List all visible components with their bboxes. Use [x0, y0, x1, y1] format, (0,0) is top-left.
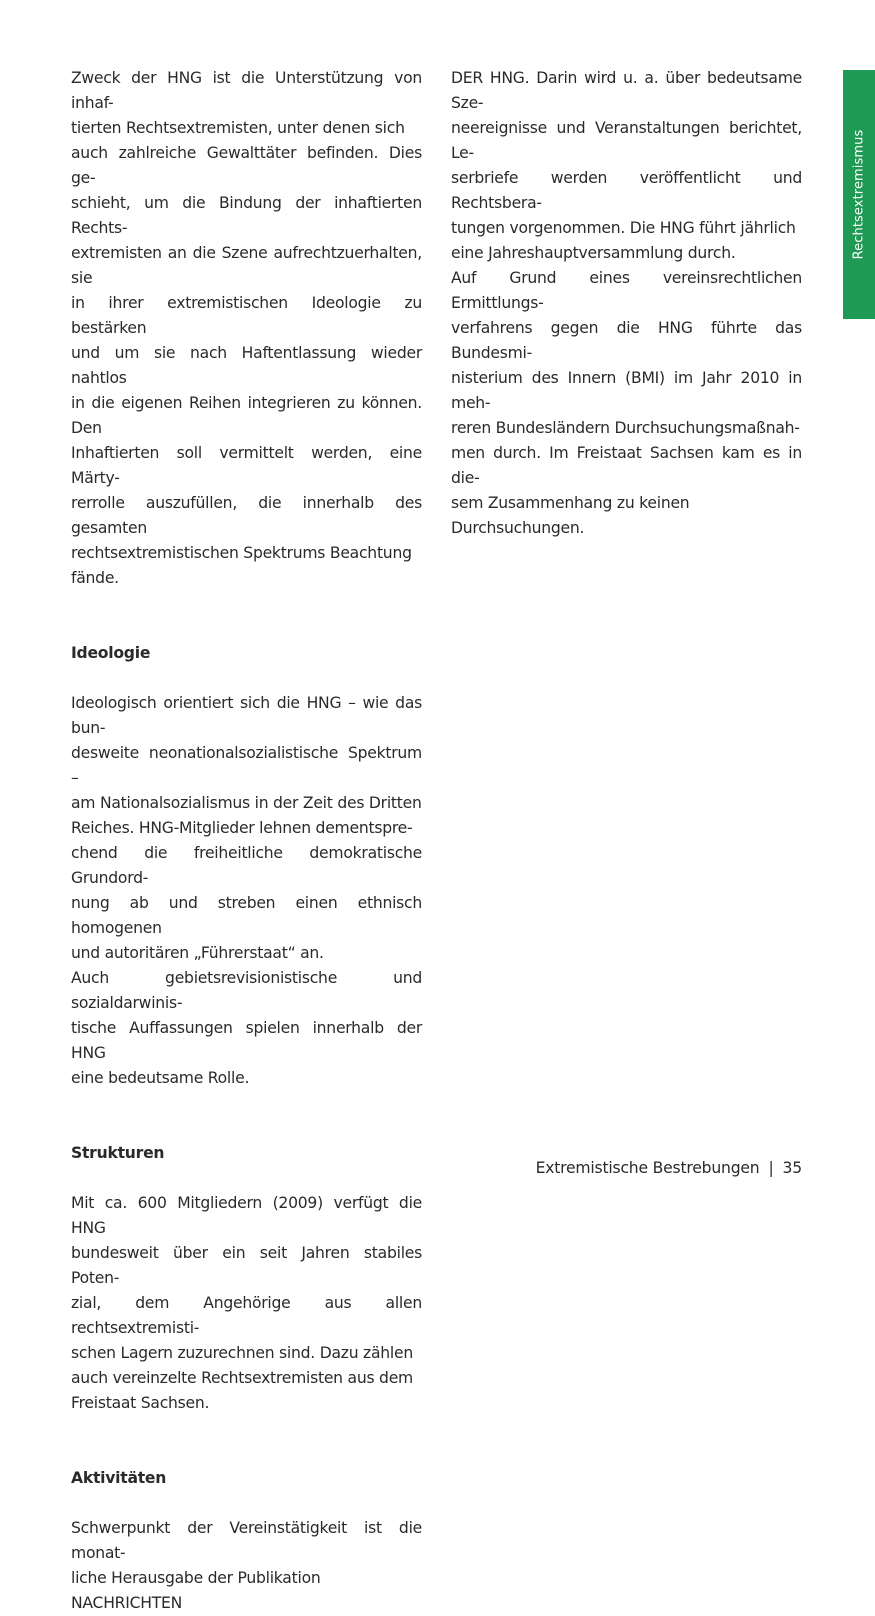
- heading-ideologie: Ideologie: [71, 644, 151, 662]
- intro-paragraph-line: schieht, um die Bindung der inhaftierten Rechts-: [71, 194, 422, 237]
- page-footer: [536, 1157, 802, 1179]
- nachrichten-paragraph: [451, 66, 802, 266]
- intro-paragraph-line: und um sie nach Haftentlassung wieder nahtlos: [71, 344, 422, 387]
- strukturen-paragraph-line: zial, dem Angehörige aus allen rechtsextremisti-: [71, 1294, 422, 1337]
- intro-paragraph-line: auch zahlreiche Gewalttäter befinden. Dies ge-: [71, 144, 422, 187]
- intro-paragraph-line: Zweck der HNG ist die Unterstützung von inhaf-: [71, 69, 422, 112]
- section-spacer: [71, 1166, 422, 1191]
- ideologie-paragraph-1-line: nung ab und streben einen ethnisch homogenen: [71, 894, 422, 937]
- intro-paragraph-line: fände.: [71, 569, 119, 587]
- ideologie-paragraph-2: [71, 966, 422, 1091]
- strukturen-paragraph-line: bundesweit über ein seit Jahren stabiles Poten-: [71, 1244, 422, 1287]
- strukturen-paragraph-line: Freistaat Sachsen.: [71, 1394, 210, 1412]
- intro-paragraph-line: in die eigenen Reihen integrieren zu können. Den: [71, 394, 422, 437]
- intro-paragraph-line: rechtsextremistischen Spektrums Beachtung: [71, 544, 412, 562]
- ideologie-paragraph-2-line: tische Auffassungen spielen innerhalb der HNG: [71, 1019, 422, 1062]
- strukturen-paragraph-line: auch vereinzelte Rechtsextremisten aus dem: [71, 1369, 413, 1387]
- nachrichten-paragraph-line: serbriefe werden veröffentlicht und Rechtsbera-: [451, 169, 802, 212]
- page-number: 35: [782, 1159, 802, 1177]
- nachrichten-paragraph-line: DER HNG. Darin wird u. a. über bedeutsame Sze-: [451, 69, 802, 112]
- section-spacer: [71, 1416, 422, 1466]
- ideologie-paragraph-1-line: Reiches. HNG-Mitglieder lehnen dementspre-: [71, 819, 413, 837]
- intro-paragraph-line: rerrolle auszufüllen, die innerhalb des gesamten: [71, 494, 422, 537]
- intro-paragraph-line: extremisten an die Szene aufrechtzuerhalten, sie: [71, 244, 422, 287]
- nachrichten-paragraph-line: eine Jahreshauptversammlung durch.: [451, 244, 736, 262]
- heading-strukturen: Strukturen: [71, 1144, 165, 1162]
- durchsuchung-paragraph-line: men durch. Im Freistaat Sachsen kam es in die-: [451, 444, 802, 487]
- footer-separator: |: [768, 1159, 774, 1177]
- footer-section-title: Extremistische Bestrebungen: [535, 1159, 760, 1177]
- section-side-tab: [843, 70, 875, 319]
- left-column: [71, 66, 422, 1616]
- ideologie-paragraph-2-line: Auch gebietsrevisionistische und sozialdarwinis-: [71, 969, 422, 1012]
- section-side-tab-label: Rechtsextremismus: [851, 129, 867, 260]
- section-spacer: [71, 1491, 422, 1516]
- aktivitaeten-paragraph: [71, 1516, 422, 1616]
- aktivitaeten-paragraph-line: liche Herausgabe der Publikation NACHRICHTEN: [71, 1569, 321, 1612]
- ideologie-paragraph-1-line: und autoritären „Führerstaat“ an.: [71, 944, 324, 962]
- intro-paragraph-line: tierten Rechtsextremisten, unter denen sich: [71, 119, 405, 137]
- durchsuchung-paragraph: [451, 266, 802, 541]
- section-spacer: [71, 666, 422, 691]
- aktivitaeten-paragraph-line: Schwerpunkt der Vereinstätigkeit ist die monat-: [71, 1519, 422, 1562]
- intro-paragraph-line: in ihrer extremistischen Ideologie zu bestärken: [71, 294, 422, 337]
- strukturen-paragraph-line: Mit ca. 600 Mitgliedern (2009) verfügt die HNG: [71, 1194, 422, 1237]
- ideologie-paragraph-1: [71, 691, 422, 966]
- ideologie-paragraph-1-line: am Nationalsozialismus in der Zeit des Dritten: [71, 794, 422, 812]
- durchsuchung-paragraph-line: nisterium des Innern (BMI) im Jahr 2010 in meh-: [451, 369, 802, 412]
- heading-aktivitaeten: Aktivitäten: [71, 1469, 167, 1487]
- section-spacer: [71, 591, 422, 641]
- nachrichten-paragraph-line: neereignisse und Veranstaltungen berichtet, Le-: [451, 119, 802, 162]
- durchsuchung-paragraph-line: sem Zusammenhang zu keinen Durchsuchungen.: [451, 494, 690, 537]
- strukturen-paragraph-line: schen Lagern zuzurechnen sind. Dazu zählen: [71, 1344, 413, 1362]
- intro-paragraph: [71, 66, 422, 591]
- ideologie-paragraph-1-line: chend die freiheitliche demokratische Grundord-: [71, 844, 422, 887]
- right-column: [451, 66, 802, 541]
- section-spacer: [71, 1091, 422, 1141]
- ideologie-paragraph-2-line: eine bedeutsame Rolle.: [71, 1069, 250, 1087]
- ideologie-paragraph-1-line: desweite neonationalsozialistische Spektrum –: [71, 744, 422, 787]
- durchsuchung-paragraph-line: Auf Grund eines vereinsrechtlichen Ermittlungs-: [451, 269, 802, 312]
- durchsuchung-paragraph-line: reren Bundesländern Durchsuchungsmaßnah-: [451, 419, 800, 437]
- intro-paragraph-line: Inhaftierten soll vermittelt werden, eine Märty-: [71, 444, 422, 487]
- strukturen-paragraph: [71, 1191, 422, 1416]
- durchsuchung-paragraph-line: verfahrens gegen die HNG führte das Bundesmi-: [451, 319, 802, 362]
- nachrichten-paragraph-line: tungen vorgenommen. Die HNG führt jährlich: [451, 219, 796, 237]
- ideologie-paragraph-1-line: Ideologisch orientiert sich die HNG – wie das bun-: [71, 694, 422, 737]
